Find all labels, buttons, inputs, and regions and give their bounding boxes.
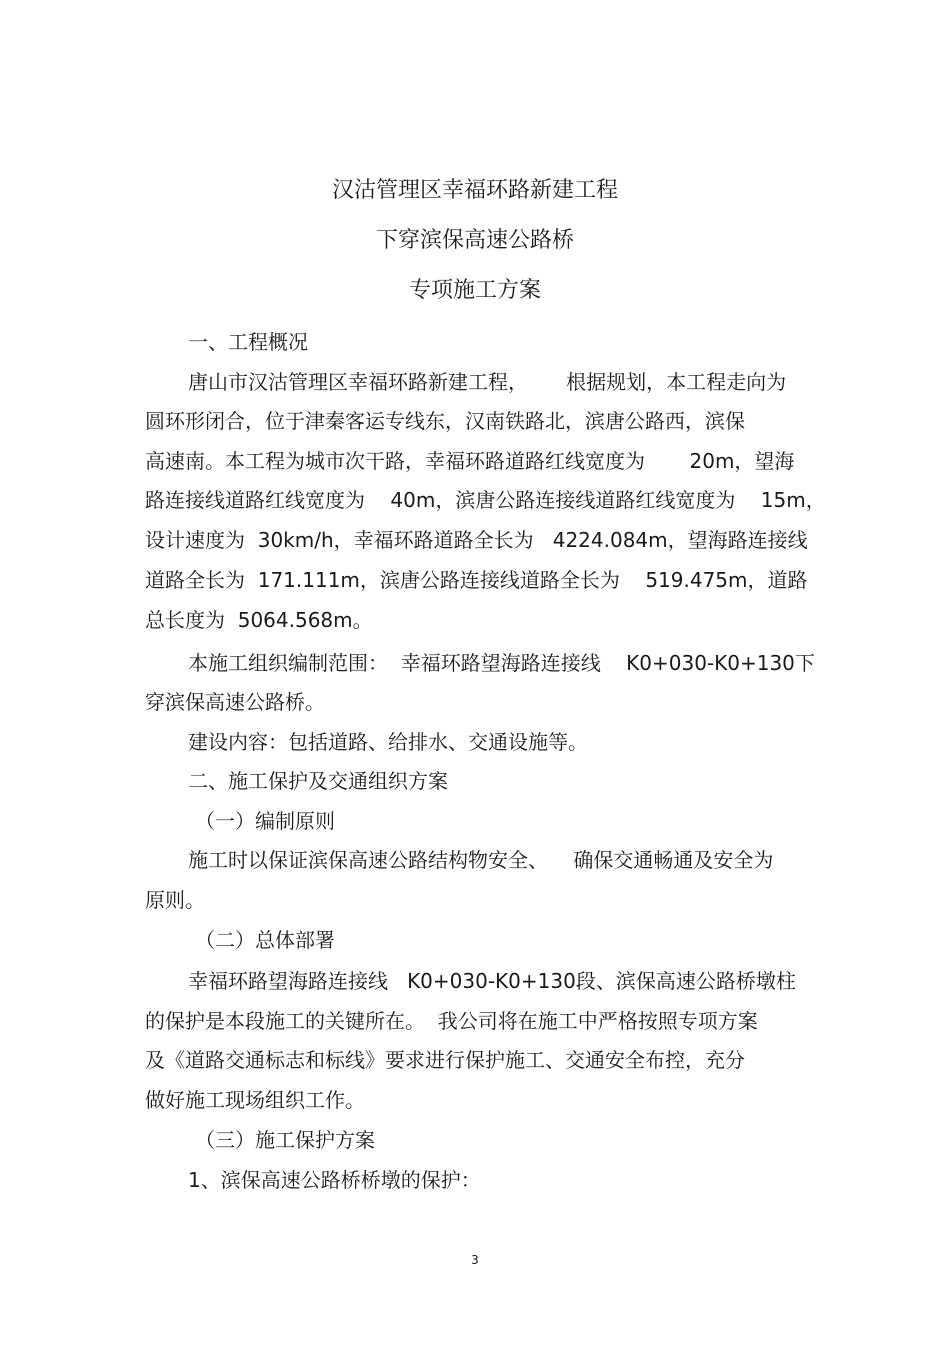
paragraph-line: 建设内容：包括道路、给排水、交通设施等。 (188, 730, 588, 754)
document-title-line-2: 下穿滨保高速公路桥 (375, 228, 574, 253)
paragraph-line: 路连接线道路红线宽度为 40m，滨唐公路连接线道路红线宽度为 15m， (145, 488, 826, 512)
paragraph-line: 唐山市汉沽管理区幸福环路新建工程， 根据规划，本工程走向为 (188, 370, 787, 394)
paragraph-line: 原则。 (145, 888, 205, 912)
section-heading-construction-protection: 二、施工保护及交通组织方案 (188, 769, 448, 793)
paragraph-line: 道路全长为 171.111m，滨唐公路连接线道路全长为 519.475m，道路 (145, 568, 808, 592)
paragraph-line: 穿滨保高速公路桥。 (145, 690, 325, 714)
subsection-heading-overall-deployment: （二）总体部署 (195, 928, 335, 952)
subsection-heading-principles: （一）编制原则 (195, 809, 335, 833)
list-item: 1、滨保高速公路桥桥墩的保护： (188, 1168, 481, 1192)
paragraph-line: 施工时以保证滨保高速公路结构物安全、 确保交通畅通及安全为 (188, 848, 774, 872)
subsection-heading-protection-plan: （三）施工保护方案 (195, 1128, 375, 1152)
paragraph-line: 幸福环路望海路连接线 K0+030-K0+130段、滨保高速公路桥墩柱 (188, 969, 796, 993)
paragraph-line: 高速南。本工程为城市次干路，幸福环路道路红线宽度为 20m，望海 (145, 449, 795, 473)
page-number: 3 (471, 1253, 479, 1267)
paragraph-line: 做好施工现场组织工作。 (145, 1088, 365, 1112)
paragraph-line: 圆环形闭合，位于津秦客运专线东，汉南铁路北，滨唐公路西，滨保 (145, 409, 745, 433)
paragraph-line: 的保护是本段施工的关键所在。 我公司将在施工中严格按照专项方案 (145, 1009, 758, 1033)
paragraph-line: 总长度为 5064.568m。 (145, 608, 373, 632)
paragraph-line: 及《道路交通标志和标线》要求进行保护施工、交通安全布控，充分 (145, 1048, 745, 1072)
document-title-line-1: 汉沽管理区幸福环路新建工程 (331, 178, 618, 203)
section-heading-project-overview: 一、工程概况 (188, 330, 308, 354)
document-title-line-3: 专项施工方案 (408, 278, 541, 303)
paragraph-line: 设计速度为 30km/h，幸福环路道路全长为 4224.084m，望海路连接线 (145, 528, 808, 552)
paragraph-line: 本施工组织编制范围： 幸福环路望海路连接线 K0+030-K0+130下 (188, 651, 815, 675)
